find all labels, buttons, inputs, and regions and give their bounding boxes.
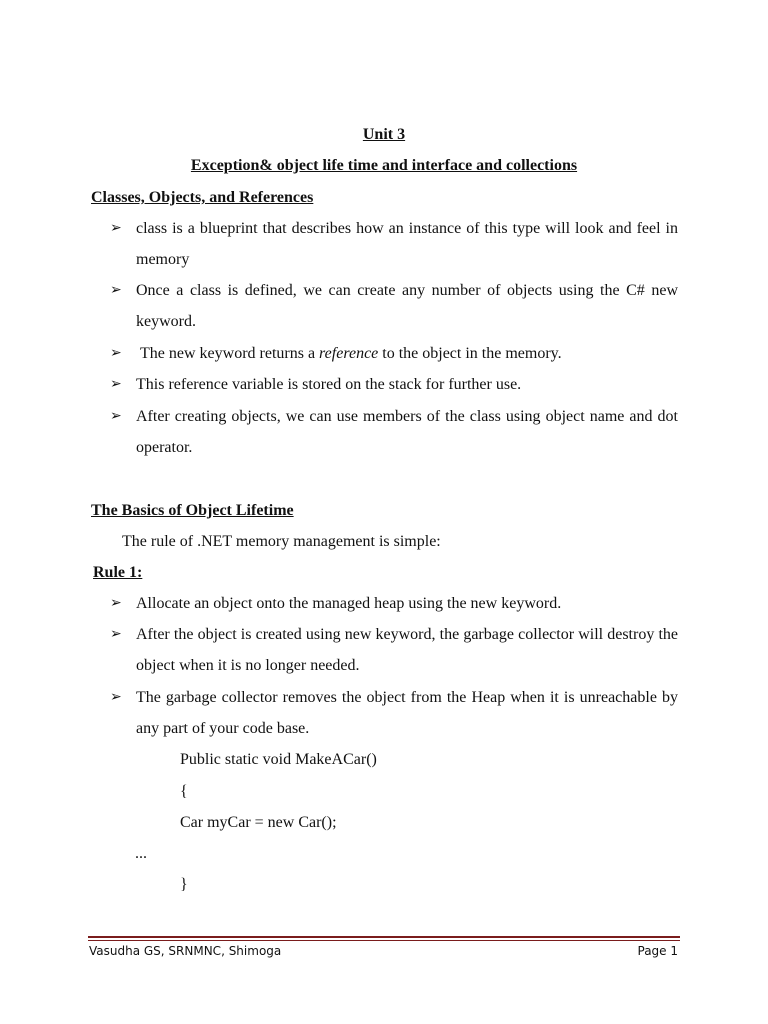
arrow-bullet-icon: ➢ [110, 409, 122, 424]
footer-divider [88, 936, 680, 938]
list-item: ➢ After the object is created using new keyword, the garbage collector will destroy the object when it is no longer needed. [110, 619, 678, 681]
list-item [110, 338, 678, 369]
rule-heading: Rule 1: [93, 564, 143, 581]
footer-author: Vasudha GS, SRNMNC, Shimoga [89, 944, 282, 958]
list-item: ➢ Allocate an object onto the managed heap using the new keyword. [110, 588, 678, 619]
bullet-text: The new keyword returns a [140, 345, 320, 362]
arrow-bullet-icon: ➢ [110, 690, 122, 705]
footer-divider-thin [88, 940, 680, 941]
arrow-bullet-icon: ➢ [110, 346, 122, 361]
document-subtitle: Exception& object life time and interface and collections [190, 157, 578, 174]
arrow-bullet-icon: ➢ [110, 377, 122, 392]
arrow-bullet-icon: ➢ [110, 596, 122, 611]
code-line: { [180, 783, 188, 800]
arrow-bullet-icon: ➢ [110, 283, 122, 298]
list-item: ➢ This reference variable is stored on the stack for further use. [110, 369, 678, 400]
unit-title: Unit 3 [362, 126, 406, 143]
footer-page-number: Page 1 [637, 944, 678, 958]
list-item: ➢ Once a class is defined, we can create any number of objects using the C# new keyword. [110, 275, 678, 337]
arrow-bullet-icon: ➢ [110, 221, 122, 236]
section-heading-object-lifetime: The Basics of Object Lifetime [91, 502, 294, 519]
code-line: Car myCar = new Car(); [180, 814, 337, 831]
section-heading-classes: Classes, Objects, and References [91, 189, 314, 206]
code-line: Public static void MakeACar() [180, 751, 377, 768]
bullet-text-tail: to the object in the memory. [378, 345, 562, 362]
list-item: ➢ class is a blueprint that describes how an instance of this type will look and feel in memory [110, 213, 678, 275]
code-line: } [180, 876, 188, 893]
code-line: ... [135, 845, 147, 862]
list-item: ➢ The garbage collector removes the object from the Heap when it is unreachable by any part of your code base. [110, 682, 678, 744]
emphasis-reference: reference [319, 345, 379, 362]
arrow-bullet-icon: ➢ [110, 627, 122, 642]
intro-text: The rule of .NET memory management is simple: [122, 533, 441, 550]
list-item: ➢ After creating objects, we can use members of the class using object name and dot operator. [110, 401, 678, 463]
